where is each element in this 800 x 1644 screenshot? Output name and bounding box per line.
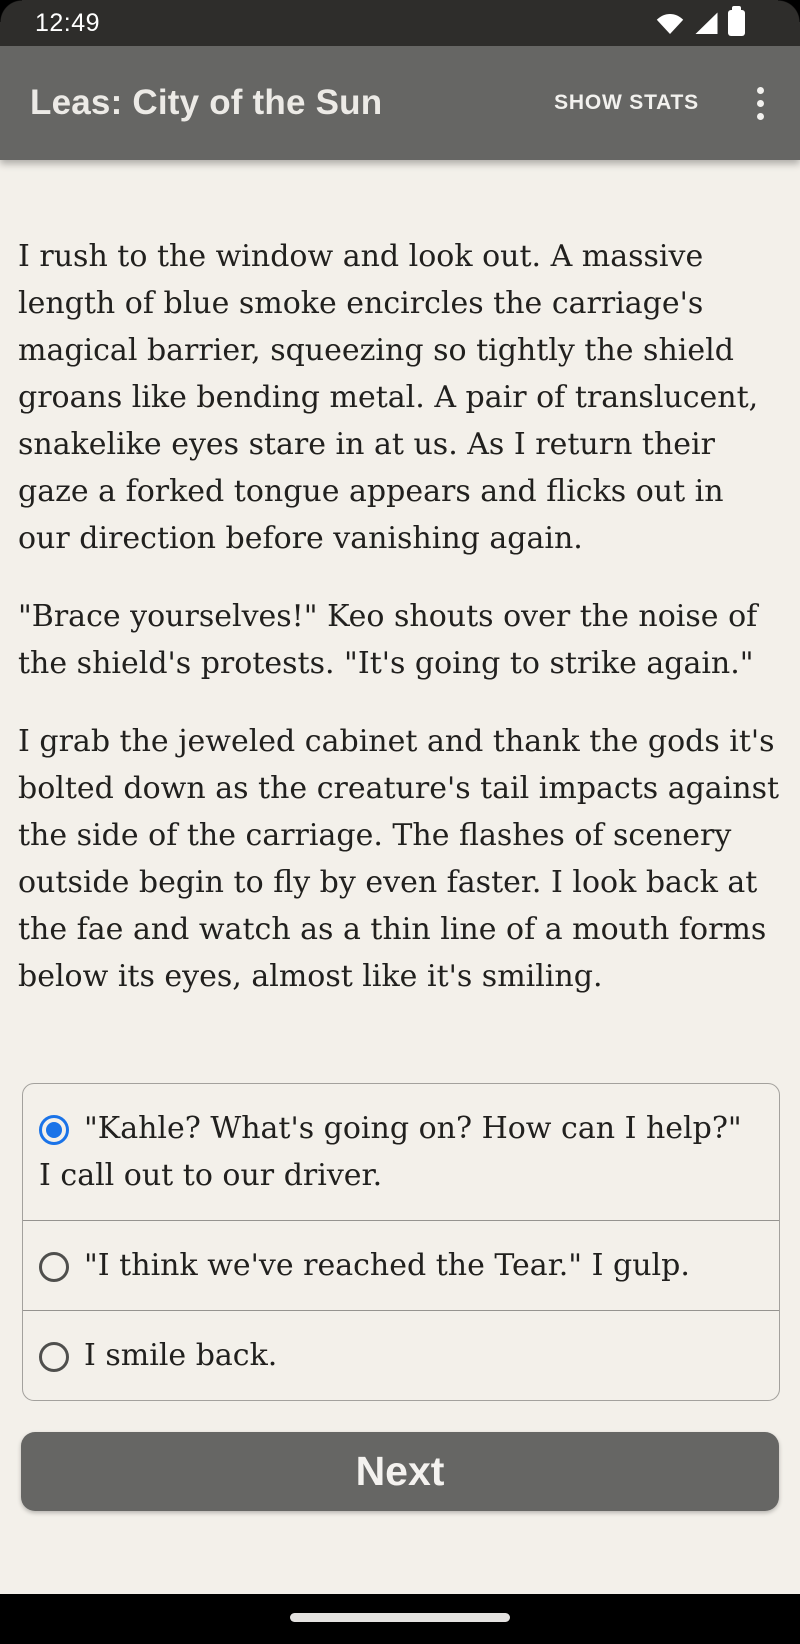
show-stats-button[interactable]: SHOW STATS xyxy=(550,81,703,125)
page-title: Leas: City of the Sun xyxy=(30,83,383,122)
choice-group xyxy=(22,1083,780,1401)
story-paragraph: I grab the jeweled cabinet and thank the gods it's bolted down as the creature's tail impacts against the side of the carriage. The flashes of scenery outside begin to fly by even faster. I look back at the fae and watch as a thin line of a mouth forms below its eyes, almost like it's smiling. xyxy=(18,724,780,994)
choice-option-2[interactable] xyxy=(23,1220,779,1310)
choice-label: I smile back. xyxy=(84,1338,278,1373)
choice-option-1[interactable] xyxy=(23,1084,779,1220)
story-content xyxy=(0,233,800,1000)
story-paragraph: "Brace yourselves!" Keo shouts over the noise of the shield's protests. "It's going to strike again." xyxy=(18,599,758,681)
choice-option-3[interactable] xyxy=(23,1310,779,1400)
choice-radio[interactable] xyxy=(39,1252,69,1282)
wifi-icon xyxy=(655,11,685,35)
status-bar xyxy=(0,0,800,46)
choice-label: "Kahle? What's going on? How can I help?" I call out to our driver. xyxy=(39,1111,742,1193)
choice-label: "I think we've reached the Tear." I gulp. xyxy=(84,1248,690,1283)
battery-icon xyxy=(728,10,745,36)
clock: 12:49 xyxy=(35,8,101,37)
story-paragraph: I rush to the window and look out. A massive length of blue smoke encircles the carriage's magical barrier, squeezing so tightly the shield groans like bending metal. A pair of translucent, snakelike eyes stare in at us. As I return their gaze a forked tongue appears and flicks out in our direction before vanishing again. xyxy=(18,239,759,556)
overflow-menu-icon[interactable] xyxy=(749,79,772,128)
app-bar xyxy=(0,46,800,160)
choice-radio[interactable] xyxy=(39,1342,69,1372)
screen-corner xyxy=(0,0,22,22)
next-button[interactable]: Next xyxy=(21,1432,779,1511)
home-indicator[interactable] xyxy=(290,1613,510,1622)
cellular-signal-icon xyxy=(694,11,719,35)
navigation-bar xyxy=(0,1594,800,1644)
status-icons xyxy=(655,10,745,36)
screen-corner xyxy=(778,0,800,22)
choice-radio[interactable] xyxy=(39,1115,69,1145)
